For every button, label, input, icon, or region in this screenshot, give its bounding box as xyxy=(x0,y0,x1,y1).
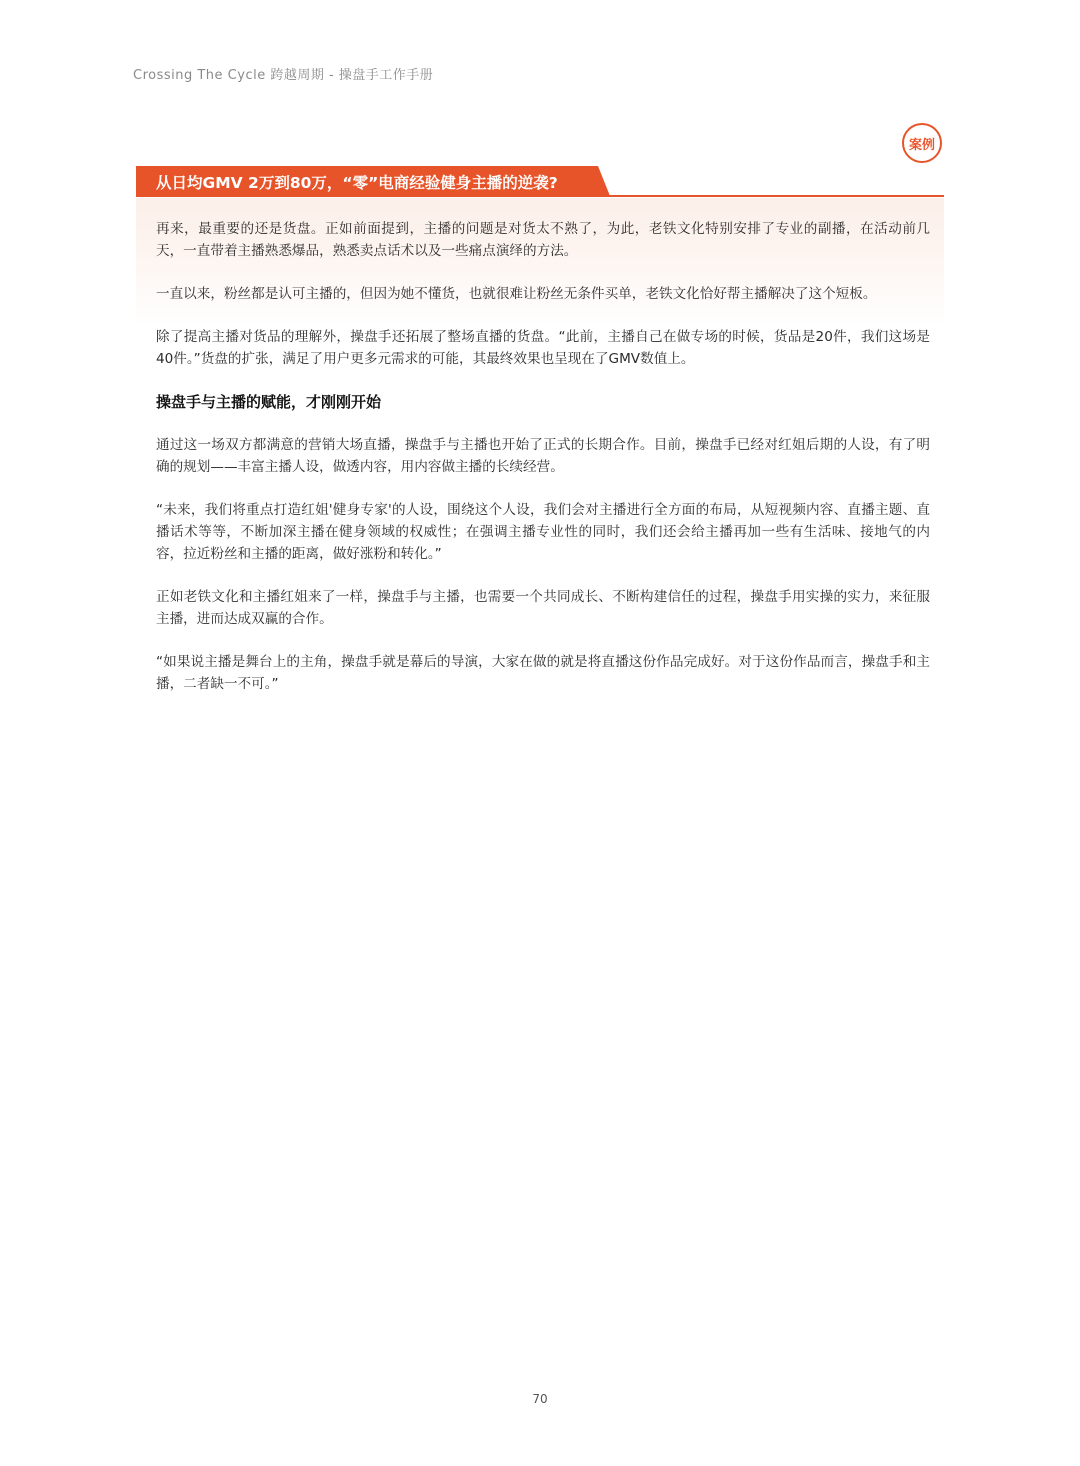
paragraph: 正如老铁文化和主播红姐来了一样，操盘手与主播，也需要一个共同成长、不断构建信任的过程，操盘手用实操的实力，来征服主播，进而达成双赢的合作。 xyxy=(156,589,930,627)
paragraph: 除了提高主播对货品的理解外，操盘手还拓展了整场直播的货盘。“此前，主播自己在做专场的时候，货品是20件，我们这场是40件。”货盘的扩张，满足了用户更多元需求的可能，其最终效果也呈现在了GMV数值上。 xyxy=(156,329,930,367)
paragraph: “如果说主播是舞台上的主角，操盘手就是幕后的导演，大家在做的就是将直播这份作品完成好。对于这份作品而言，操盘手和主播，二者缺一不可。” xyxy=(156,654,930,692)
page-number: 70 xyxy=(532,1392,548,1406)
section-title-rule xyxy=(136,195,944,197)
subheading: 操盘手与主播的赋能，才刚刚开始 xyxy=(156,393,382,411)
paragraph: 一直以来，粉丝都是认可主播的，但因为她不懂货，也就很难让粉丝无条件买单，老铁文化恰好帮主播解决了这个短板。 xyxy=(156,286,877,302)
paragraph: 再来，最重要的还是货盘。正如前面提到，主播的问题是对货太不熟了，为此，老铁文化特别安排了专业的副播，在活动前几天，一直带着主播熟悉爆品，熟悉卖点话术以及一些痛点演绎的方法。 xyxy=(156,221,930,259)
paragraph: 通过这一场双方都满意的营销大场直播，操盘手与主播也开始了正式的长期合作。目前，操盘手已经对红姐后期的人设，有了明确的规划——丰富主播人设，做透内容，用内容做主播的长续经营。 xyxy=(156,437,930,475)
paragraph: “未来，我们将重点打造红姐'健身专家'的人设，围绕这个人设，我们会对主播进行全方面的布局，从短视频内容、直播主题、直播话术等等，不断加深主播在健身领域的权威性；在强调主播专业性的同时，我们还会给主播再加一些有生活味、接地气的内容，拉近粉丝和主播的距离，做好涨粉和转化。” xyxy=(156,502,930,562)
section-title: 从日均GMV 2万到80万，“零”电商经验健身主播的逆袭? xyxy=(156,174,558,192)
section-title-bar xyxy=(136,166,944,196)
running-header: Crossing The Cycle 跨越周期 - 操盘手工作手册 xyxy=(133,68,434,83)
article-body xyxy=(156,218,930,716)
case-badge: 案例 xyxy=(902,123,942,163)
